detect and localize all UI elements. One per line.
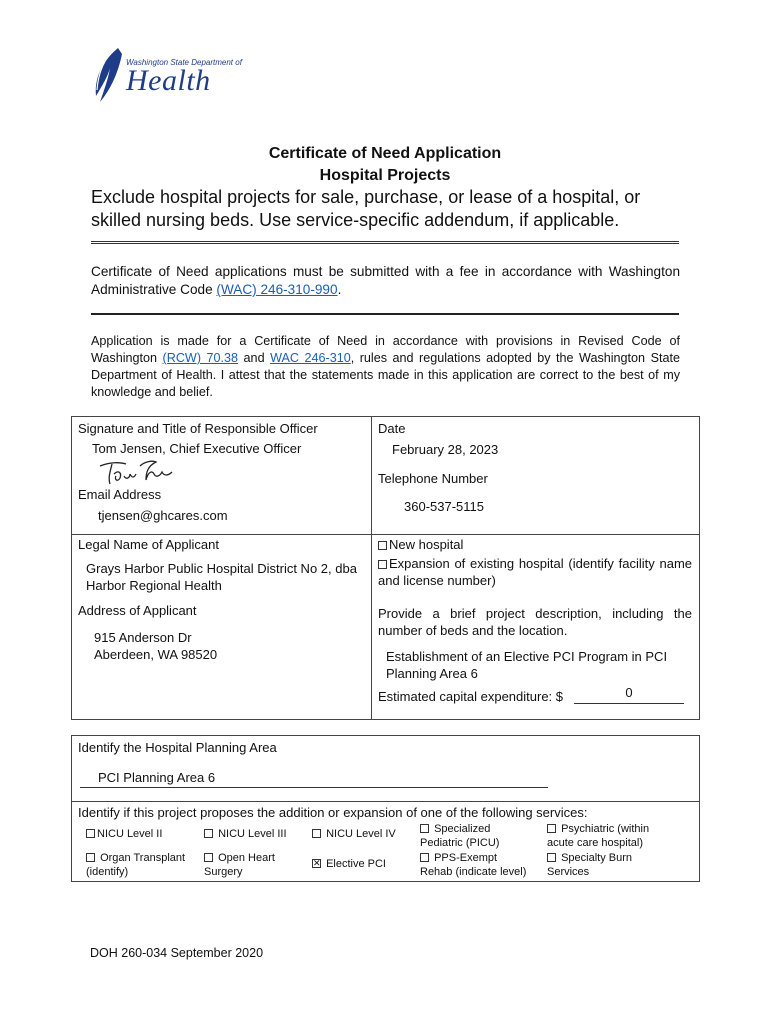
logo-name: Health: [126, 64, 211, 97]
application-statement: [91, 333, 680, 401]
wac-246-310-990-link[interactable]: (WAC) 246-310-990: [216, 282, 338, 297]
signature-image: [96, 458, 186, 488]
service-specialty-burn[interactable]: Specialty Burn Services: [547, 852, 632, 878]
service-nicu-level-4[interactable]: NICU Level IV: [312, 827, 396, 841]
planning-area-value: PCI Planning Area 6: [98, 770, 216, 785]
checkbox[interactable]: [420, 853, 429, 862]
planning-area-field[interactable]: [80, 769, 548, 788]
checkbox[interactable]: [86, 853, 95, 862]
page-subtitle: Hospital Projects: [319, 167, 451, 184]
email-value[interactable]: tjensen@ghcares.com: [98, 508, 228, 523]
expansion-label: Expansion of existing hospital (identify facility name and license number): [378, 556, 692, 588]
service-elective-pci[interactable]: ✕ Elective PCI: [312, 857, 386, 871]
service-organ-transplant[interactable]: Organ Transplant (identify): [86, 852, 186, 878]
page-title: Certificate of Need Application: [268, 145, 502, 162]
exclusion-note: Exclude hospital projects for sale, purchase, or lease of a hospital, or skilled nursing beds. Use service-specific addendum, if applicable.: [91, 187, 641, 230]
date-value[interactable]: February 28, 2023: [392, 442, 499, 457]
email-label: Email Address: [78, 487, 162, 502]
signature-label: Signature and Title of Responsible Officer: [78, 421, 318, 436]
checkbox[interactable]: [312, 829, 321, 838]
table-row-divider: [71, 801, 699, 802]
legal-name-value[interactable]: Grays Harbor Public Hospital District No 2, dba Harbor Regional Health: [86, 561, 357, 593]
new-hospital-label: New hospital: [389, 537, 464, 552]
checkbox[interactable]: [86, 829, 95, 838]
expansion-option[interactable]: [378, 555, 692, 589]
address-line1[interactable]: 915 Anderson Dr: [94, 630, 192, 645]
checkbox[interactable]: [547, 853, 556, 862]
fee-notice-end: .: [337, 282, 342, 297]
fee-notice-text: Certificate of Need applications must be submitted with a fee in accordance with Washington Administrative Code: [91, 264, 680, 297]
new-hospital-option[interactable]: [378, 536, 463, 553]
wac-246-310-link[interactable]: WAC 246-310: [270, 351, 351, 365]
checkbox-checked[interactable]: [312, 859, 321, 868]
service-pps-exempt-rehab[interactable]: PPS-Exempt Rehab (indicate level): [420, 852, 527, 878]
address-label: Address of Applicant: [78, 603, 197, 618]
checkbox[interactable]: [547, 824, 556, 833]
signature-officer-title[interactable]: Tom Jensen, Chief Executive Officer: [92, 441, 302, 456]
planning-area-label: Identify the Hospital Planning Area: [78, 740, 277, 755]
checkbox[interactable]: [204, 853, 213, 862]
divider: [91, 241, 679, 244]
project-description-label: Provide a brief project description, including the number of beds and the location.: [378, 606, 692, 638]
new-hospital-checkbox[interactable]: [378, 541, 387, 550]
service-open-heart-surgery[interactable]: Open Heart Surgery: [204, 852, 275, 878]
services-label: Identify if this project proposes the addition or expansion of one of the following services:: [78, 805, 588, 820]
table-row-divider: [71, 534, 699, 535]
fee-notice: [91, 263, 680, 299]
expansion-checkbox[interactable]: [378, 560, 387, 569]
form-footer: DOH 260-034 September 2020: [90, 946, 264, 960]
capex-value: 0: [625, 685, 633, 700]
telephone-label: Telephone Number: [378, 471, 488, 486]
service-specialized-pediatric[interactable]: Specialized Pediatric (PICU): [420, 823, 500, 849]
rcw-70-38-link[interactable]: (RCW) 70.38: [162, 351, 239, 365]
service-nicu-level-2[interactable]: NICU Level II: [86, 827, 162, 841]
table-column-divider: [371, 416, 372, 719]
statement-part1: Application is made for a Certificate of Need in accordance with provisions in Revised Code of Washington: [91, 334, 680, 365]
capex-label: Estimated capital expenditure: $: [378, 689, 563, 704]
feather-icon: [88, 46, 128, 106]
logo-department: Washington State Department of: [126, 58, 242, 67]
address-line2[interactable]: Aberdeen, WA 98520: [94, 647, 218, 662]
project-description-value[interactable]: Establishment of an Elective PCI Program in PCI Planning Area 6: [386, 649, 668, 681]
legal-name-label: Legal Name of Applicant: [78, 537, 219, 552]
statement-part3: , rules and regulations adopted by the Washington State Department of Health. I attest that the statements made in this application are correct to the best of my knowledge and belief.: [91, 351, 680, 399]
checkbox[interactable]: [204, 829, 213, 838]
checkbox[interactable]: [420, 824, 429, 833]
date-label: Date: [378, 421, 406, 436]
statement-part2: and: [238, 351, 271, 365]
service-nicu-level-3[interactable]: NICU Level III: [204, 827, 287, 841]
doh-logo: [88, 46, 242, 106]
telephone-value[interactable]: 360-537-5115: [404, 499, 484, 514]
divider: [91, 313, 679, 315]
capex-field[interactable]: [574, 684, 684, 704]
service-psychiatric[interactable]: Psychiatric (within acute care hospital): [547, 823, 650, 849]
